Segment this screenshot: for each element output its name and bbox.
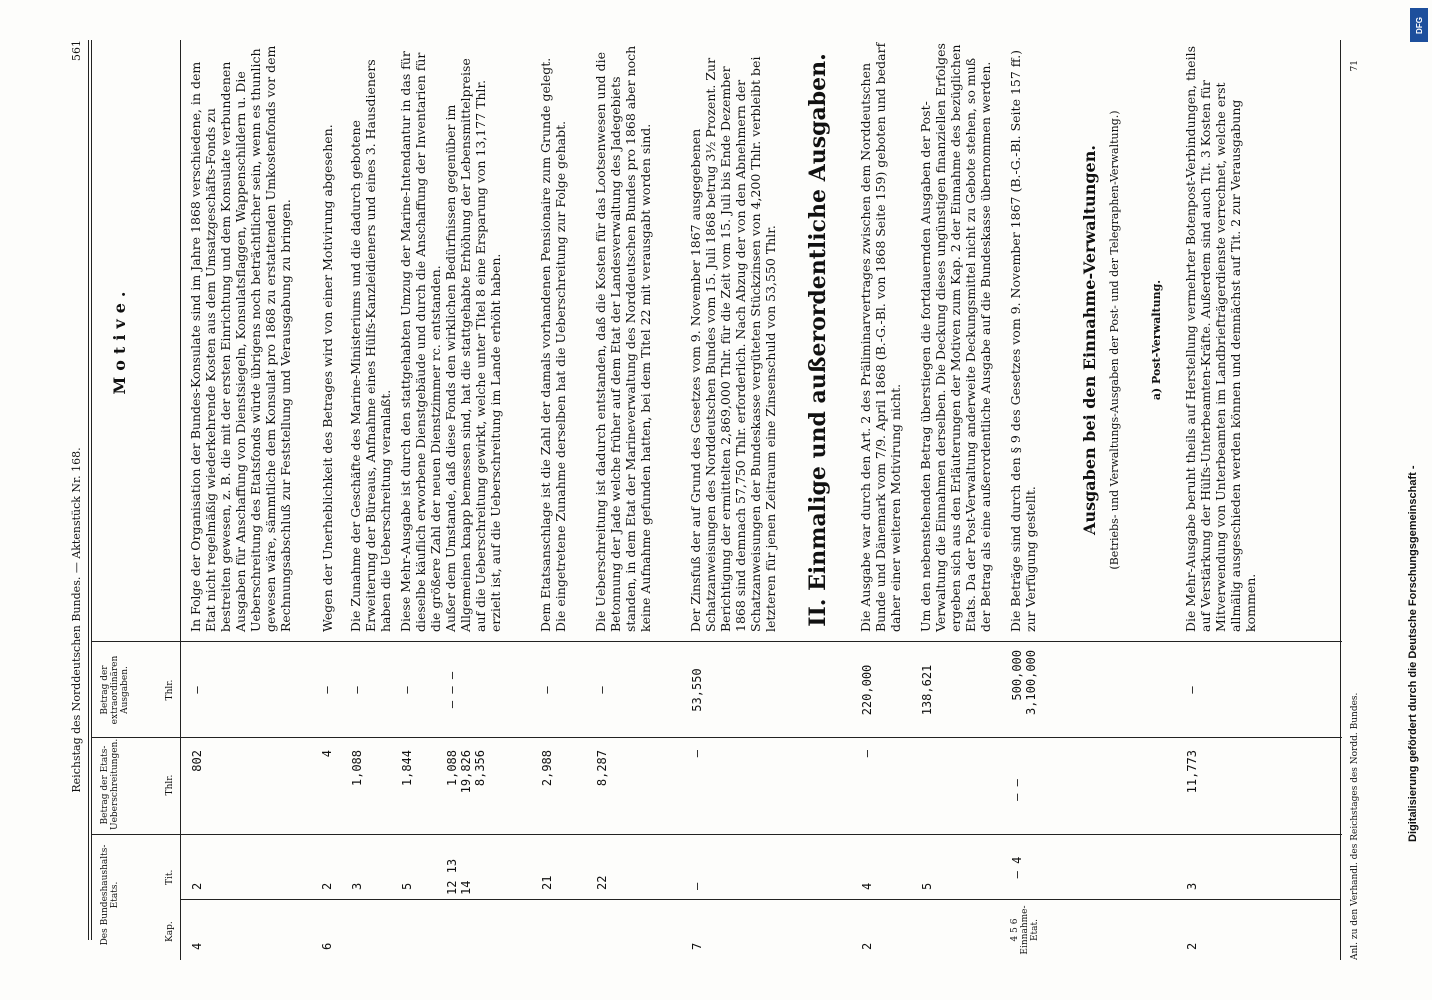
section-3-a: a) Post-Verwaltung. [1150, 279, 1163, 401]
r3-1-ueber: 11,773 [1185, 750, 1199, 794]
row2-tit: 2 [320, 882, 334, 890]
r2-2-extra: 138,621 [920, 664, 934, 716]
row8-text: Der Zinsfuß der auf Grund des Gesetzes vom 9. November 1867 ausgegebenen Schatzanweisungen des Norddeutschen Bundes vom 15. Juli 1868 betrug 3½ Prozent. Zur Berichtigung der ermittelten 2,869,000 Thlr. für die Zeit vom 15. Juli bis Ende Dezember 1868 sind demnach 57,750 Thlr. erforderlich. Nach Abzug der von den Abnehmern der Schatzanweisungen der Bundeskasse vergüteten Stückzinsen von 4,200 Thlr. verbleibt bei letzteren für jenen Zeitraum eine Zinsenschuld von 53,550 Thlr. [688, 56, 778, 632]
row4-text: Diese Mehr-Ausgabe ist durch den stattgehabten Umzug der Marine-Intendantur in das für dieselbe käuflich erworbene Dienstgebäude und durch die Anschaffung der Inventarien für die größere Zahl der neuen Dienstzimmer rc. entstanden. [398, 51, 443, 632]
dfg-banner [1398, 8, 1428, 992]
row1-ueber: 802 [190, 750, 204, 772]
running-title: Reichstag des Norddeutschen Bundes. — Aktenstück Nr. 168. [70, 447, 83, 793]
r3-1-tit: 3 [1185, 882, 1199, 890]
col-extra-unit: Thlr. [165, 679, 175, 701]
row8-kap: 7 [690, 942, 704, 950]
r2-1-kap: 2 [860, 942, 874, 950]
dfg-logo [1410, 8, 1428, 42]
r2-1-text: Die Ausgabe war durch den Art. 2 des Präliminarvertrages zwischen dem Norddeutschen Bunde und Dänemark vom 7/9. April 1868 (B.-G.-Bl. von 1868 Seite 159) geboten und bedarf daher einer weiteren Motivirung nicht. [858, 42, 903, 632]
row1-extra: — [190, 686, 204, 694]
row6-extra: — [540, 686, 554, 694]
row5-text: Außer dem Umstande, daß diese Fonds den wirklichen Bedürfnissen gegenüber im Allgemeinen knapp bemessen sind, hat die stattgehabte Erhöhung der Lebensmittelpreise auf die Ueberschreitung gewirkt, welche unter Titel 8 eine Ersparung von 13,177 Thlr. erzielt ist, auf die Ueberschreitung im Lande erhöht haben. [443, 58, 503, 632]
r2-3-text: Die Beträge sind durch den § 9 des Gesetzes vom 9. November 1867 (B.-G.-Bl. Seite 157 ff.) zur Verfügung gestellt. [1008, 49, 1038, 632]
footer-signature: 71 [1350, 60, 1360, 72]
col-head-extra: Betrag der extraordinären Ausgaben. [100, 655, 130, 725]
section-title-motive: Motive. [110, 285, 129, 395]
row3-extra: — [350, 686, 364, 694]
r2-2-tit: 5 [920, 882, 934, 890]
col-kap: Kap. [165, 921, 175, 942]
row5-ueber: 1,088 19,826 8,356 [445, 750, 487, 794]
r3-1-text: Die Mehr-Ausgabe beruht theils auf Herstellung vermehrter Botenpost-Verbindungen, theils auf Verstärkung der Hülfs-Unterbeamten-Kräfte. Außerdem sind auch Tit. 3 Kosten für Mitverwendung von Unterbeamten im Landbriefträgerdienste verrechnet, welche erst allmälig ausgeschieden werden können und demnächst auf Tit. 2 zur Verausgabung kommen. [1183, 46, 1258, 632]
col-ueber-unit: Thlr. [165, 774, 175, 796]
row7-tit: 22 [595, 875, 609, 890]
r2-2-text: Um den nebenstehenden Betrag überstiegen die fortdauernden Ausgaben der Post-Verwaltung die Einnahmen derselben. Die Deckung dieses ungünstigen finanziellen Erfolges ergeben sich aus den Erläuterungen der Motiven zum Kap. 2 der Einnahme des bezüglichen Etats. Da der Post-Verwaltung anderweite Deckungsmittel nicht zu Gebote stehen, so muß der Betrag als eine außerordentliche Ausgabe auf die Bundeskasse übernommen werden. [918, 43, 993, 632]
r2-3-ueber: — — [1010, 779, 1024, 801]
r2-3-kap: 4 5 6 Einnahme-Etat. [1010, 905, 1040, 955]
r3-1-kap: 2 [1185, 942, 1199, 950]
row8-tit: — [690, 882, 704, 890]
section-3-subtitle: (Betriebs- und Verwaltungs-Ausgaben der Post- und der Telegraphen-Verwaltung.) [1108, 110, 1121, 570]
row4-ueber: 1,844 [400, 750, 414, 787]
row6-tit: 21 [540, 875, 554, 890]
row7-extra: — [595, 686, 609, 694]
r2-3-extra: 500,000 3,100,000 [1010, 650, 1038, 716]
row1-tit: 2 [190, 882, 204, 890]
row7-ueber: 8,287 [595, 750, 609, 787]
r2-1-ueber: — [860, 750, 874, 758]
r2-1-tit: 4 [860, 882, 874, 890]
page-number: 561 [70, 40, 83, 61]
footer-note: Anl. zu den Verhandl. des Reichstages des Nordd. Bundes. [1350, 692, 1360, 960]
row7-text: Die Ueberschreitung ist dadurch entstanden, daß die Kosten für das Lootsenwesen und die Betonnung der Jade welche früher auf dem Etat der Landesverwaltung des Jadegebiets standen, in dem Etat der Marineverwaltung des Norddeutschen Bundes pro 1868 aber noch keine Aufnahme gefunden hatten, bei dem Titel 22 mit verausgabt worden sind. [593, 45, 653, 632]
section-title-3: Ausgaben bei den Einnahme-Verwaltungen. [1080, 145, 1099, 535]
row1-kap: 4 [190, 942, 204, 950]
row8-ueber: — [690, 750, 704, 758]
row8-extra: 53,550 [690, 668, 704, 712]
row2-text: Wegen der Unerheblichkeit des Betrages wird von einer Motivirung abgesehen. [320, 124, 335, 632]
dfg-banner-text: Digitalisierung gefördert durch die Deutsche Forschungsgemeinschaft - [1407, 465, 1419, 842]
r3-1-extra: — [1185, 686, 1199, 694]
col-head-ueber: Betrag der Etats-Ueberschreitungen. [100, 738, 120, 830]
row2-kap: 6 [320, 942, 334, 950]
row3-ueber: 1,088 [350, 750, 364, 787]
r2-3-tit: — 4 [1010, 856, 1024, 879]
row5-extra: — — — [445, 671, 459, 709]
col-head-etats: Des Bundeshaushalts-Etats. [100, 844, 120, 946]
row2-ueber: 4 [320, 750, 334, 758]
dfg-logo-text: DFG [1414, 16, 1424, 34]
section-title-2: II. Einmalige und außerordentliche Ausgaben. [805, 53, 831, 627]
col-tit: Tit. [165, 869, 175, 885]
row6-text: Dem Etatsanschlage ist die Zahl der damals vorhandenen Pensionaire zum Grunde gelegt. Die eingetretene Zunahme derselben hat die Ueberschreitung zur Folge gehabt. [538, 57, 568, 632]
r2-1-extra: 220,000 [860, 664, 874, 716]
row6-ueber: 2,988 [540, 750, 554, 787]
row5-tit: 12 13 14 [445, 858, 473, 895]
row2-extra: — [320, 686, 334, 694]
row4-tit: 5 [400, 882, 414, 890]
row1-text: In Folge der Organisation der Bundes-Konsulate sind im Jahre 1868 verschiedene, in dem Etat nicht regelmäßig wiederkehrende Kosten aus dem Umsatzgeschäfts-Fonds zu bestreiten gewesen, z. B. die mit der ersten Einrichtung und dem Konsulate verbundenen Ausgaben für Anschaffung von Dienstsiegeln, Konsulatsflaggen, Wappenschildern u. Die Ueberschreitung des Etatsfonds würde übrigens noch beträchtlicher sein, wenn es thunlich gewesen wäre, sämmtliche dem Konsulat pro 1868 zu erstattenden Umkostenfonds vor dem Rechnungsabschluß zur Feststellung und Verausgabung zu bringen. [188, 45, 293, 632]
row4-extra: — [400, 686, 414, 694]
row3-text: Die Zunahme der Geschäfte des Marine-Ministeriums und die dadurch gebotene Erweiterung der Büreaus, Anfnahme eines Hülfs-Kanzleidieners und eines 3. Hausdieners haben die Ueberschreitung veranlaßt. [348, 59, 393, 632]
row3-tit: 3 [350, 882, 364, 890]
